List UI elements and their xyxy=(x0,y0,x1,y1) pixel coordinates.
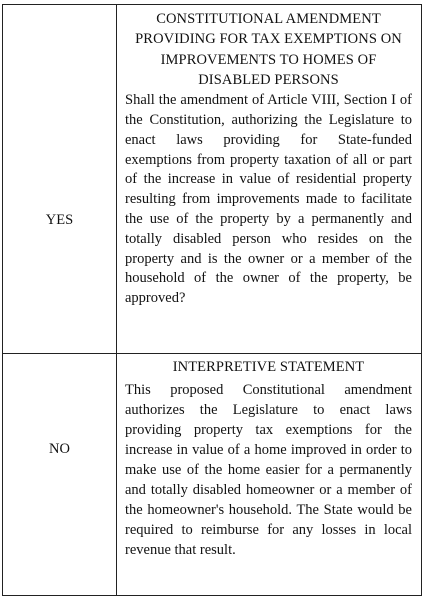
amendment-question-cell xyxy=(117,5,421,353)
amendment-title: CONSTITUTIONAL AMENDMENT PROVIDING FOR TAX EXEMPTIONS ON IMPROVEMENTS TO HOMES OF DISABLED PERSONS xyxy=(135,11,402,88)
interpretive-statement-text: This proposed Constitutional amendment authorizes the Legislature to enact laws providing property tax exemptions for the increase in value of a home improved in order to make use of the home easier for a permanently and totally disabled homeowner or a member of the homeowner's household. The State would be required to reimburse for any losses in local revenue that result. xyxy=(125,382,412,559)
ballot-row-no xyxy=(3,354,421,595)
vote-label-yes: YES xyxy=(45,212,74,228)
interpretive-statement-heading: INTERPRETIVE STATEMENT xyxy=(172,359,365,375)
vote-label-no: NO xyxy=(49,441,70,457)
vote-cell-yes xyxy=(3,5,117,353)
ballot-row-yes xyxy=(3,5,421,354)
interpretive-statement-cell xyxy=(117,354,421,595)
amendment-question-text: Shall the amendment of Article VIII, Section I of the Constitution, authorizing the Legislature to enact laws providing for State-funded exemptions from property taxation of all or part of the increase in value of residential property resulting from improvements made to facilitate the use of the property by a permanently and totally disabled person who resides on the property and is the owner or a member of the household of the owner of the property, be approved? xyxy=(125,92,412,307)
vote-cell-no xyxy=(3,354,117,595)
ballot-question-table xyxy=(2,4,422,596)
